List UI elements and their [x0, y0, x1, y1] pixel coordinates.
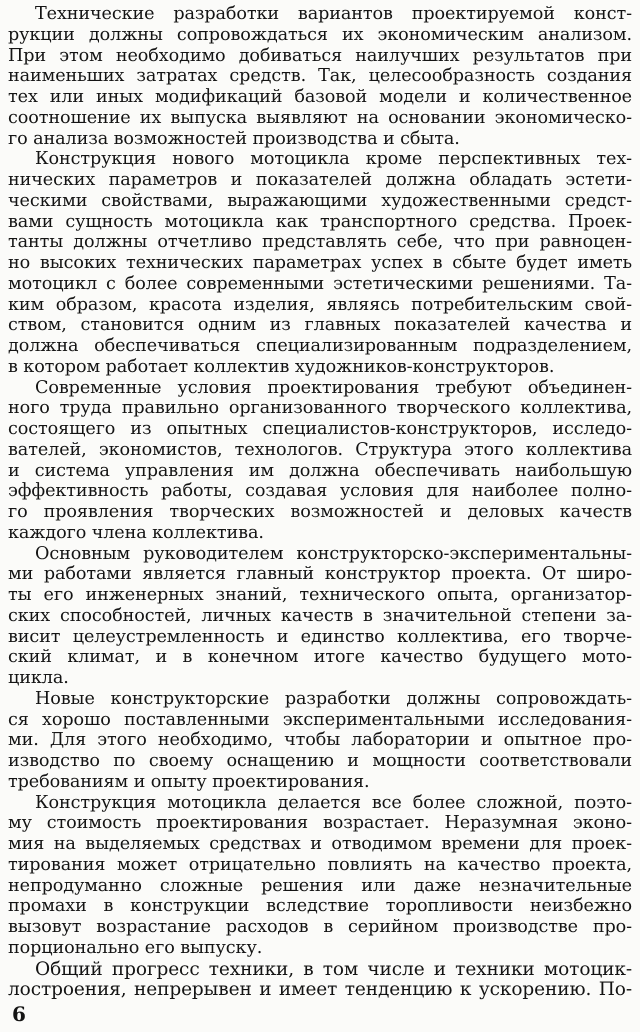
text-line: ский климат, и в конечном итоге качество будущего мото- — [8, 647, 632, 668]
text-line: непродуманно сложные решения или даже незначительные — [8, 875, 632, 896]
text-line: Общий прогресс техники, в том числе и техники мотоцик- — [35, 958, 632, 980]
text-line: и система управления им должна обеспечивать наибольшую — [8, 460, 632, 481]
text-line: ми работами является главный конструктор проекта. От широ- — [8, 564, 632, 585]
text-line: танты должны отчетливо представлять себе, что при равноцен- — [8, 232, 632, 253]
text-line: вызовут возрастание расходов в серийном производстве про- — [8, 917, 632, 937]
text-line: эффективность работы, создавая условия для наиболее полно- — [8, 481, 632, 502]
text-line: Конструкция нового мотоцикла кроме перспективных тех- — [35, 149, 632, 170]
text-line: вами сущность мотоцикла как транспортного средства. Проек- — [8, 211, 632, 232]
text-line: ством, становится одним из главных показателей качества и — [8, 315, 632, 336]
text-line: порционально его выпуску. — [8, 937, 263, 958]
text-line: Новые конструкторские разработки должны сопровождать- — [35, 688, 632, 709]
text-line: го проявления творческих возможностей и деловых качеств — [8, 502, 632, 522]
text-line: Технические разработки вариантов проектируемой конст- — [35, 4, 632, 24]
text-line: каждого члена коллектива. — [8, 522, 264, 543]
text-line: мотоцикл с более современными эстетическими решениями. Та- — [8, 273, 632, 294]
text-line: При этом необходимо добиваться наилучших результатов при — [8, 45, 632, 66]
text-line: состоящего из опытных специалистов-конструкторов, исследо- — [8, 419, 632, 439]
text-line: ного труда правильно организованного творческого коллектива, — [8, 398, 632, 419]
text-line: висит целеустремленность и единство коллектива, его творче- — [8, 626, 632, 647]
text-line: ческими свойствами, выражающими художественными средст- — [8, 190, 632, 211]
text-line: но высоких технических параметрах успех в сбыте будет иметь — [8, 253, 632, 273]
text-line: Основным руководителем конструкторско-экспериментальны- — [35, 543, 632, 564]
text-line: Конструкция мотоцикла делается все более сложной, поэто- — [35, 792, 632, 813]
text-line: вателей, экономистов, технологов. Структура этого коллектива — [8, 439, 632, 460]
text-line: требованиям и опыту проектирования. — [8, 771, 370, 792]
text-line: го анализа возможностей производства и сбыта. — [8, 128, 460, 149]
text-line: ты его инженерных знаний, технического опыта, организатор- — [8, 585, 632, 605]
text-line: изводство по своему оснащению и мощности соответствовали — [8, 751, 632, 771]
text-line: лостроения, непрерывен и имеет тенденцию к ускорению. По- — [8, 979, 632, 1001]
text-line: нических параметров и показателей должна обладать эстети- — [8, 170, 632, 190]
text-line: тех или иных модификаций базовой модели и количественное — [8, 87, 632, 107]
text-line: ских способностей, личных качеств в значительной степени за- — [8, 605, 632, 626]
text-line: промахи в конструкции вследствие торопливости неизбежно — [8, 896, 632, 917]
text-line: рукции должны сопровождаться их экономическим анализом. — [8, 24, 632, 45]
text-line: му стоимость проектирования возрастает. Неразумная эконо- — [8, 813, 632, 834]
page-number: 6 — [12, 1002, 26, 1026]
text-line: цикла. — [8, 668, 69, 688]
text-line: мия на выделяемых средствах и отводимом времени для проек- — [8, 834, 632, 854]
text-line: должна обеспечиваться специализированным подразделением, — [8, 336, 632, 356]
text-line: ми. Для этого необходимо, чтобы лаборатории и опытное про- — [8, 730, 632, 751]
text-line: ся хорошо поставленными экспериментальными исследования- — [8, 709, 632, 730]
text-line: ким образом, красота изделия, являясь потребительским свой- — [8, 294, 632, 315]
text-line: соотношение их выпуска выявляют на основании экономическо- — [8, 107, 632, 128]
text-line: в котором работает коллектив художников-конструкторов. — [8, 356, 555, 377]
text-line: тирования может отрицательно повлиять на качество проекта, — [8, 854, 632, 875]
text-line: наименьших затратах средств. Так, целесообразность создания — [8, 66, 632, 87]
text-line: Современные условия проектирования требуют объединен- — [35, 377, 632, 398]
